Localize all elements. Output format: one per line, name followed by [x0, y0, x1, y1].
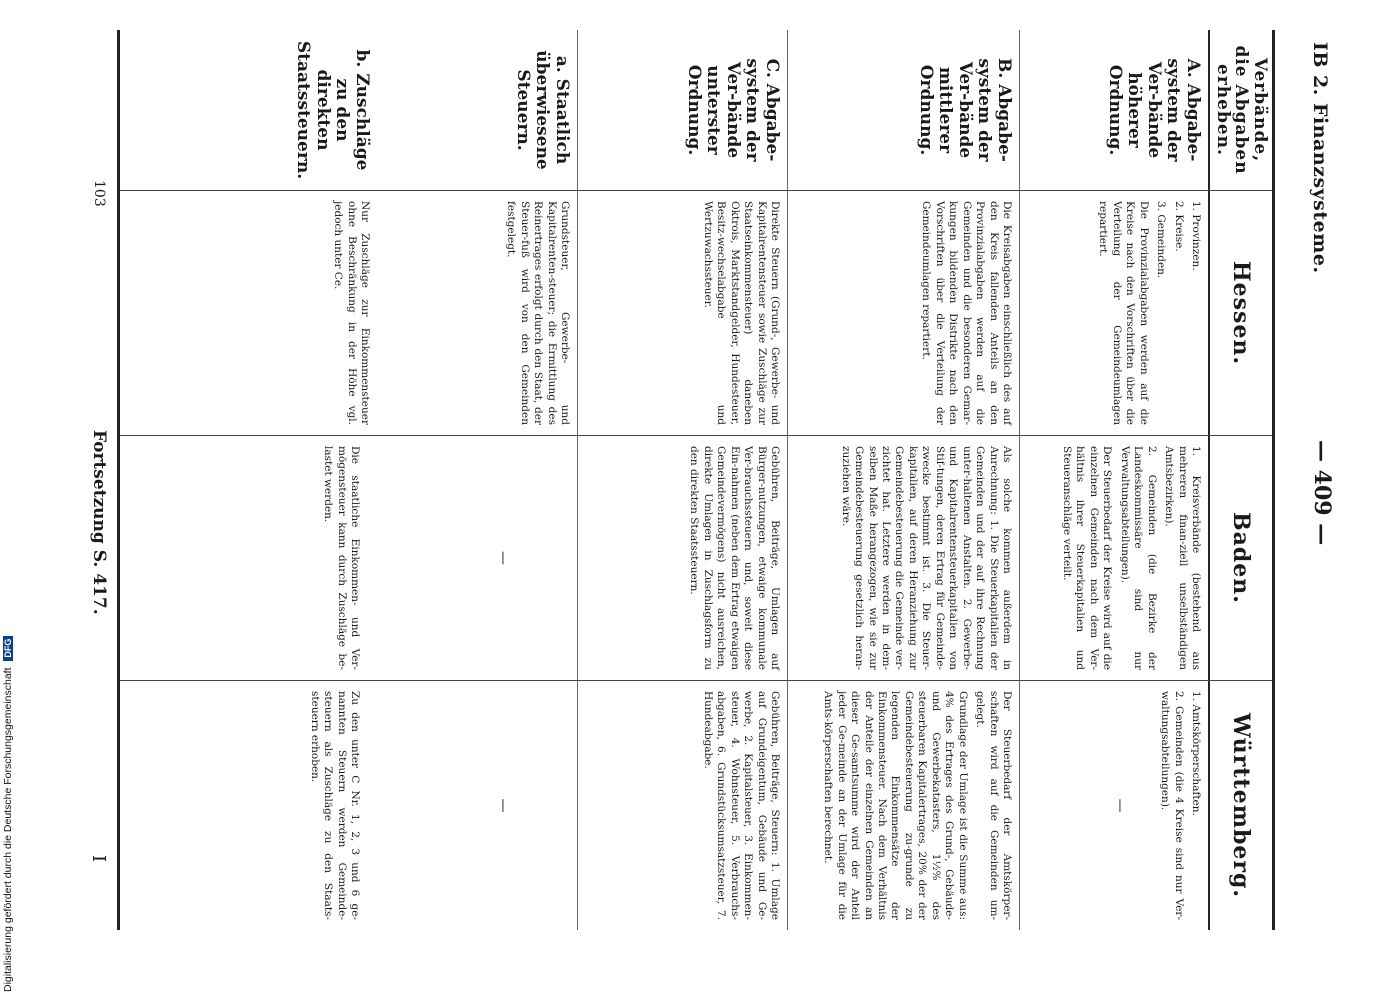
text-line: 1. Kreisverbände (bestehend aus mehreren finan-ziell unselbständigen Amtsbezirken). — [1163, 446, 1202, 670]
text-paragraph: Die Kreisabgaben einschließlich des auf den Kreis fallenden Anteils an den Provinzialabgaben werden auf die Gemeinden und die besonderen Gemar-kungen bildenden Distrikte nach den Vorschriften über die Verteilung der Gemeindeumlagen repartiert. — [920, 201, 1013, 425]
text-paragraph: Der Steuerbedarf der Amtskörper-schaften wird auf die Gemeinden um-gelegt. — [974, 691, 1013, 920]
dfg-logo: DFG — [3, 636, 13, 661]
page-footer — [75, 0, 115, 1000]
empty-dash: — — [495, 551, 511, 565]
wurttemberg-row-3 — [578, 681, 788, 930]
hessen-row-2 — [788, 191, 1020, 435]
running-head — [1293, 0, 1343, 1000]
signature-mark: I — [88, 855, 109, 863]
baden-column — [120, 435, 1272, 680]
text-paragraph: Die Provinzialabgaben werden auf die Kreise nach den Vorschriften über die Verteilung der Gemeindeumlagen repartiert. — [1097, 201, 1150, 425]
text-paragraph: Gebühren, Beiträge, Steuern: 1. Umlage auf Grundeigentum, Gebäude und Ge-werbe, 2. Kapitalsteuer, 3. Einkommen-steuer, 4. Wohnsteuer, 5. Verbrauchs-abgaben, 6. Grundstücksumsatzsteuer, 7. Hundeabgabe. — [701, 691, 781, 920]
credit-text: Digitalisierung gefördert durch die Deutsche Forschungsgemeinschaft — [2, 667, 14, 992]
hessen-row-3 — [578, 191, 788, 435]
text-paragraph: Als solche kommen außerdem in Anrechnung: 1. Die Steuerkapitalien der Gemeinden und der auf ihre Rechnung unter-haltenen Anstalten. 2. Gewerbe- und Kapitalrentensteuerkapitalien von Stif-tungen, deren Ertrag für Gemeinde-zwecke bestimmt ist. 3. Die Steuer-kapitalien, auf deren Heranziehung zur Gemeindebesteuerung die Gemeinde ver-zichtet hat. Letztere werden in dem-selben Maße herangezogen, wie sie zur Gemeindebesteuerung gesetzlich heran-zuziehen wäre. — [839, 446, 1013, 670]
text-line: 3. Gemeinden. — [1155, 201, 1168, 279]
footer-page-number: 103 — [91, 180, 107, 207]
text-line: 2. Kreise. — [1172, 201, 1185, 252]
empty-dash: — — [495, 798, 511, 813]
text-paragraph: Grundlage der Umlage ist die Summe aus: 4% des Ertrages des Grund-, Gebäude- und Gewerbekatasters, 1½% des steuerbaren Kapitalertrages, 20% der der Gemeindebesteuerung zu-grunde zu legenden Einkommensätze der Einkommensteuer. Nach dem Verhältnis der Anteile der einzelnen Gemeinden an dieser Ge-samtsumme wird der Anteil jeder Ge-meinde an der Umlage für die Amts-körperschaften berechnet. — [822, 691, 969, 920]
baden-row-3 — [578, 436, 788, 680]
page-number: — 409 — — [1309, 440, 1335, 546]
text-line: 2. Gemeinden (die 4 Kreise sind nur Ver-waltungsabteilungen). — [1159, 691, 1185, 920]
hessen-row-4 — [120, 191, 578, 435]
hessen-row-1 — [1020, 191, 1208, 435]
text-line: 2. Gemeinden (die Bezirke der Landeskommissäre sind nur Verwaltungsabteilungen). — [1118, 446, 1158, 670]
text-paragraph: Grundsteuer, Gewerbe- und Kapitalrenten-steuer; die Ermittlung des Reinertrages erfolgt durch den Staat, der Steuer-fuß wird von den Gemeinden festgelegt. — [505, 201, 571, 425]
row-label — [120, 30, 578, 190]
baden-row-2 — [788, 436, 1020, 680]
finance-table — [117, 30, 1275, 930]
empty-dash: — — [1111, 798, 1128, 813]
row-label: C. Abgabe-system der Ver-bände unterster Ordnung. — [578, 30, 788, 190]
wurttemberg-row-2 — [788, 681, 1020, 930]
text-paragraph: Gebühren, Beiträge, Umlagen auf Bürger-nutzungen, etwaige kommunale Ver-brauchssteuern und, soweit diese Ein-nahmen (neben dem Ertrag etwaigen Gemeindevermögens) nicht ausreichen, direkte Umlagen in Zuschlagsform zu den direkten Staatssteuern. — [688, 446, 781, 670]
text-line: 1. Provinzen. — [1190, 201, 1202, 271]
wurttemberg-header: Württemberg. — [1208, 681, 1272, 930]
section-title: IB 2. Finanzsysteme. — [1309, 42, 1331, 274]
hessen-header: Hessen. — [1208, 191, 1272, 435]
baden-row-4 — [120, 436, 578, 680]
wurttemberg-row-4 — [120, 681, 578, 930]
label-column-header: Verbände, die Abgaben erheben. — [1208, 30, 1272, 190]
baden-row-1 — [1020, 436, 1208, 680]
wurttemberg-row-1 — [1020, 681, 1208, 930]
row-label-a: a. Staatlich überwiesene Steuern. — [512, 50, 572, 170]
hessen-column — [120, 190, 1272, 435]
text-line: 1. Amtskörperschaften. — [1190, 691, 1202, 816]
text-paragraph: Direkte Steuern (Grund-, Gewerbe- und Kapitalrentensteuer sowie Zuschläge zur Staatseinkommensteuer) daneben Oktrois, Marktstandgelder, Hundesteuer, Besitz-wechselabgabe und Wertzuwachssteuer. — [701, 201, 781, 425]
text-paragraph: Die staatliche Einkommen- und Ver-mögensteuer kann durch Zuschläge be-lastet werden. — [322, 446, 361, 670]
row-label: A. Abgabe-system der Ver-bände höherer Ordnung. — [1104, 58, 1203, 162]
text-paragraph: Der Steuerbedarf der Kreise wird auf die einzelnen Gemeinden nach dem Ver-hältnis ihrer Steuerkapitalien und Steueranschläge verteilt. — [1061, 446, 1114, 670]
text-paragraph: Zu den unter C Nr. 1, 2, 3 und 6 ge-nannten Steuern werden Gemeinde-steuern als Zuschläge zu den Staats-steuern erhoben. — [308, 691, 361, 920]
continuation-note: Fortsetzung S. 417. — [89, 430, 109, 615]
row-label-b: b. Zuschläge zu den direkten Staatssteuern. — [293, 40, 372, 180]
row-label: B. Abgabe-system der Ver-bände mittlerer Ordnung. — [788, 30, 1020, 190]
wurttemberg-column — [120, 680, 1272, 930]
label-column — [120, 30, 1272, 190]
baden-header: Baden. — [1208, 436, 1272, 680]
text-paragraph: Nur Zuschläge zur Einkommensteuer ohne Beschränkung in der Höhe vgl. jedoch unter Ce. — [332, 201, 371, 425]
